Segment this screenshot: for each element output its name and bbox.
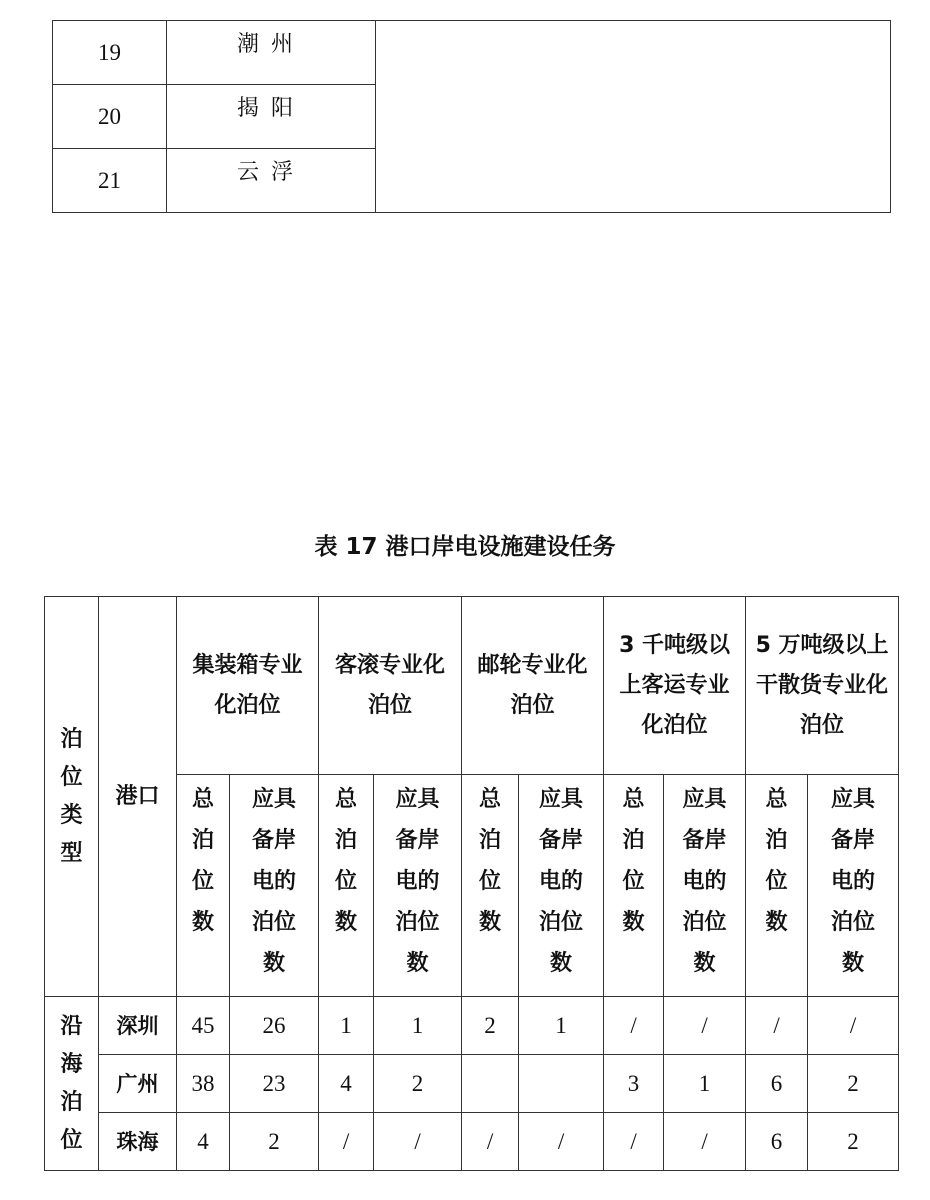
sub-header-total: 总泊位数	[177, 775, 230, 997]
value-cell: /	[664, 1113, 746, 1171]
sub-header-equipped: 应具备岸电的泊位数	[230, 775, 319, 997]
value-cell: 2	[462, 997, 519, 1055]
group-header-cruise: 邮轮专业化泊位	[462, 597, 604, 775]
value-cell: /	[604, 1113, 664, 1171]
port-header: 港口	[99, 597, 177, 997]
value-cell: 1	[319, 997, 374, 1055]
value-cell: 6	[746, 1113, 808, 1171]
value-cell: 1	[374, 997, 462, 1055]
sub-header-total: 总泊位数	[604, 775, 664, 997]
value-cell: /	[462, 1113, 519, 1171]
group-header-passenger: 3 千吨级以上客运专业化泊位	[604, 597, 746, 775]
value-cell: /	[374, 1113, 462, 1171]
value-cell: 6	[746, 1055, 808, 1113]
value-cell: 23	[230, 1055, 319, 1113]
value-cell: 2	[230, 1113, 319, 1171]
sub-header-total: 总泊位数	[319, 775, 374, 997]
city-name: 潮州	[167, 21, 376, 85]
value-cell	[519, 1055, 604, 1113]
value-cell: /	[808, 997, 899, 1055]
table-row	[45, 997, 899, 1055]
value-cell: 26	[230, 997, 319, 1055]
group-header-container: 集装箱专业化泊位	[177, 597, 319, 775]
value-cell	[462, 1055, 519, 1113]
port-name: 珠海	[99, 1113, 177, 1171]
shore-power-task-table	[44, 596, 899, 1171]
value-cell: 3	[604, 1055, 664, 1113]
value-cell: /	[604, 997, 664, 1055]
berth-type-header: 泊位类型	[45, 597, 99, 997]
value-cell: /	[664, 997, 746, 1055]
value-cell: 2	[808, 1055, 899, 1113]
value-cell: /	[746, 997, 808, 1055]
header-row-groups	[45, 597, 899, 775]
value-cell: 1	[664, 1055, 746, 1113]
table-caption: 表 17 港口岸电设施建设任务	[314, 534, 616, 560]
merged-blank-cell	[376, 21, 891, 213]
value-cell: 45	[177, 997, 230, 1055]
city-list-table	[52, 20, 891, 213]
sub-header-equipped: 应具备岸电的泊位数	[519, 775, 604, 997]
value-cell: 38	[177, 1055, 230, 1113]
row-index: 20	[53, 85, 167, 149]
sub-header-equipped: 应具备岸电的泊位数	[664, 775, 746, 997]
sub-header-equipped: 应具备岸电的泊位数	[374, 775, 462, 997]
value-cell: 4	[177, 1113, 230, 1171]
value-cell: 1	[519, 997, 604, 1055]
sub-header-equipped: 应具备岸电的泊位数	[808, 775, 899, 997]
value-cell: /	[519, 1113, 604, 1171]
port-name: 广州	[99, 1055, 177, 1113]
city-name: 揭阳	[167, 85, 376, 149]
group-header-bulk: 5 万吨级以上干散货专业化泊位	[746, 597, 899, 775]
value-cell: 2	[374, 1055, 462, 1113]
value-cell: 4	[319, 1055, 374, 1113]
port-name: 深圳	[99, 997, 177, 1055]
row-index: 19	[53, 21, 167, 85]
table-row	[45, 1113, 899, 1171]
sub-header-total: 总泊位数	[746, 775, 808, 997]
table-row	[45, 1055, 899, 1113]
city-name: 云浮	[167, 149, 376, 213]
group-header-roro: 客滚专业化泊位	[319, 597, 462, 775]
berth-type-coastal: 沿海泊位	[45, 997, 99, 1171]
sub-header-total: 总泊位数	[462, 775, 519, 997]
row-index: 21	[53, 149, 167, 213]
value-cell: /	[319, 1113, 374, 1171]
table-row	[53, 21, 891, 85]
value-cell: 2	[808, 1113, 899, 1171]
